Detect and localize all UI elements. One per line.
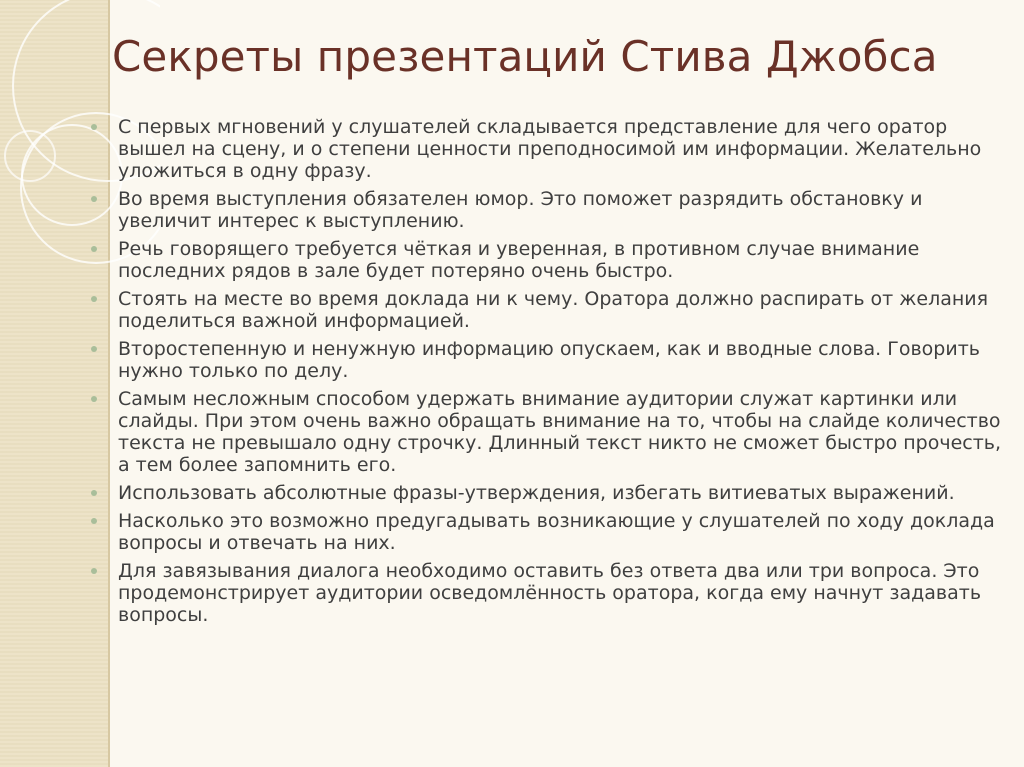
bullet-item <box>91 388 1009 476</box>
bullet-item <box>91 288 1009 332</box>
bullet-text: Для завязывания диалога необходимо оставить без ответа два или три вопроса. Это продемонстрирует аудитории осведомлённость оратора, когда ему начнут задавать вопросы. <box>118 560 982 626</box>
bullet-text: Во время выступления обязателен юмор. Это поможет разрядить обстановку и увеличит интерес к выступлению. <box>118 188 923 232</box>
bullet-dot-icon <box>91 246 97 252</box>
bullet-dot-icon <box>91 296 97 302</box>
bullet-text: Самым несложным способом удержать внимание аудитории служат картинки или слайды. При этом очень важно обращать внимание на то, чтобы на слайде количество текста не превышало одну строчку. Длинный текст никто не сможет быстро прочесть, а тем более запомнить его. <box>118 388 1002 476</box>
bullet-item <box>91 510 1009 554</box>
bullet-item <box>91 338 1009 382</box>
bullet-text: Насколько это возможно предугадывать возникающие у слушателей по ходу доклада вопросы и отвечать на них. <box>118 510 995 554</box>
bullet-dot-icon <box>91 346 97 352</box>
bullet-item <box>91 560 1009 626</box>
bullet-text: Второстепенную и ненужную информацию опускаем, как и вводные слова. Говорить нужно только по делу. <box>118 338 980 382</box>
bullet-item <box>91 238 1009 282</box>
bullet-dot-icon <box>91 124 97 130</box>
bullet-text: Использовать абсолютные фразы-утверждения, избегать витиеватых выражений. <box>118 482 955 504</box>
bullet-text: Стоять на месте во время доклада ни к чему. Оратора должно распирать от желания поделиться важной информацией. <box>118 288 989 332</box>
bullet-dot-icon <box>91 396 97 402</box>
bullet-text: Речь говорящего требуется чёткая и уверенная, в противном случае внимание последних рядов в зале будет потеряно очень быстро. <box>118 238 920 282</box>
bullet-item <box>91 188 1009 232</box>
bullet-dot-icon <box>91 490 97 496</box>
bullet-item <box>91 116 1009 182</box>
bullet-dot-icon <box>91 568 97 574</box>
bullet-text: С первых мгновений у слушателей складывается представление для чего оратор вышел на сцену, и о степени ценности преподносимой им информации. Желательно уложиться в одну фразу. <box>118 116 982 182</box>
bullet-item <box>91 482 1009 504</box>
bullet-list <box>91 116 1009 632</box>
bullet-dot-icon <box>91 518 97 524</box>
slide-title: Секреты презентаций Стива Джобса <box>112 32 938 81</box>
bullet-dot-icon <box>91 196 97 202</box>
